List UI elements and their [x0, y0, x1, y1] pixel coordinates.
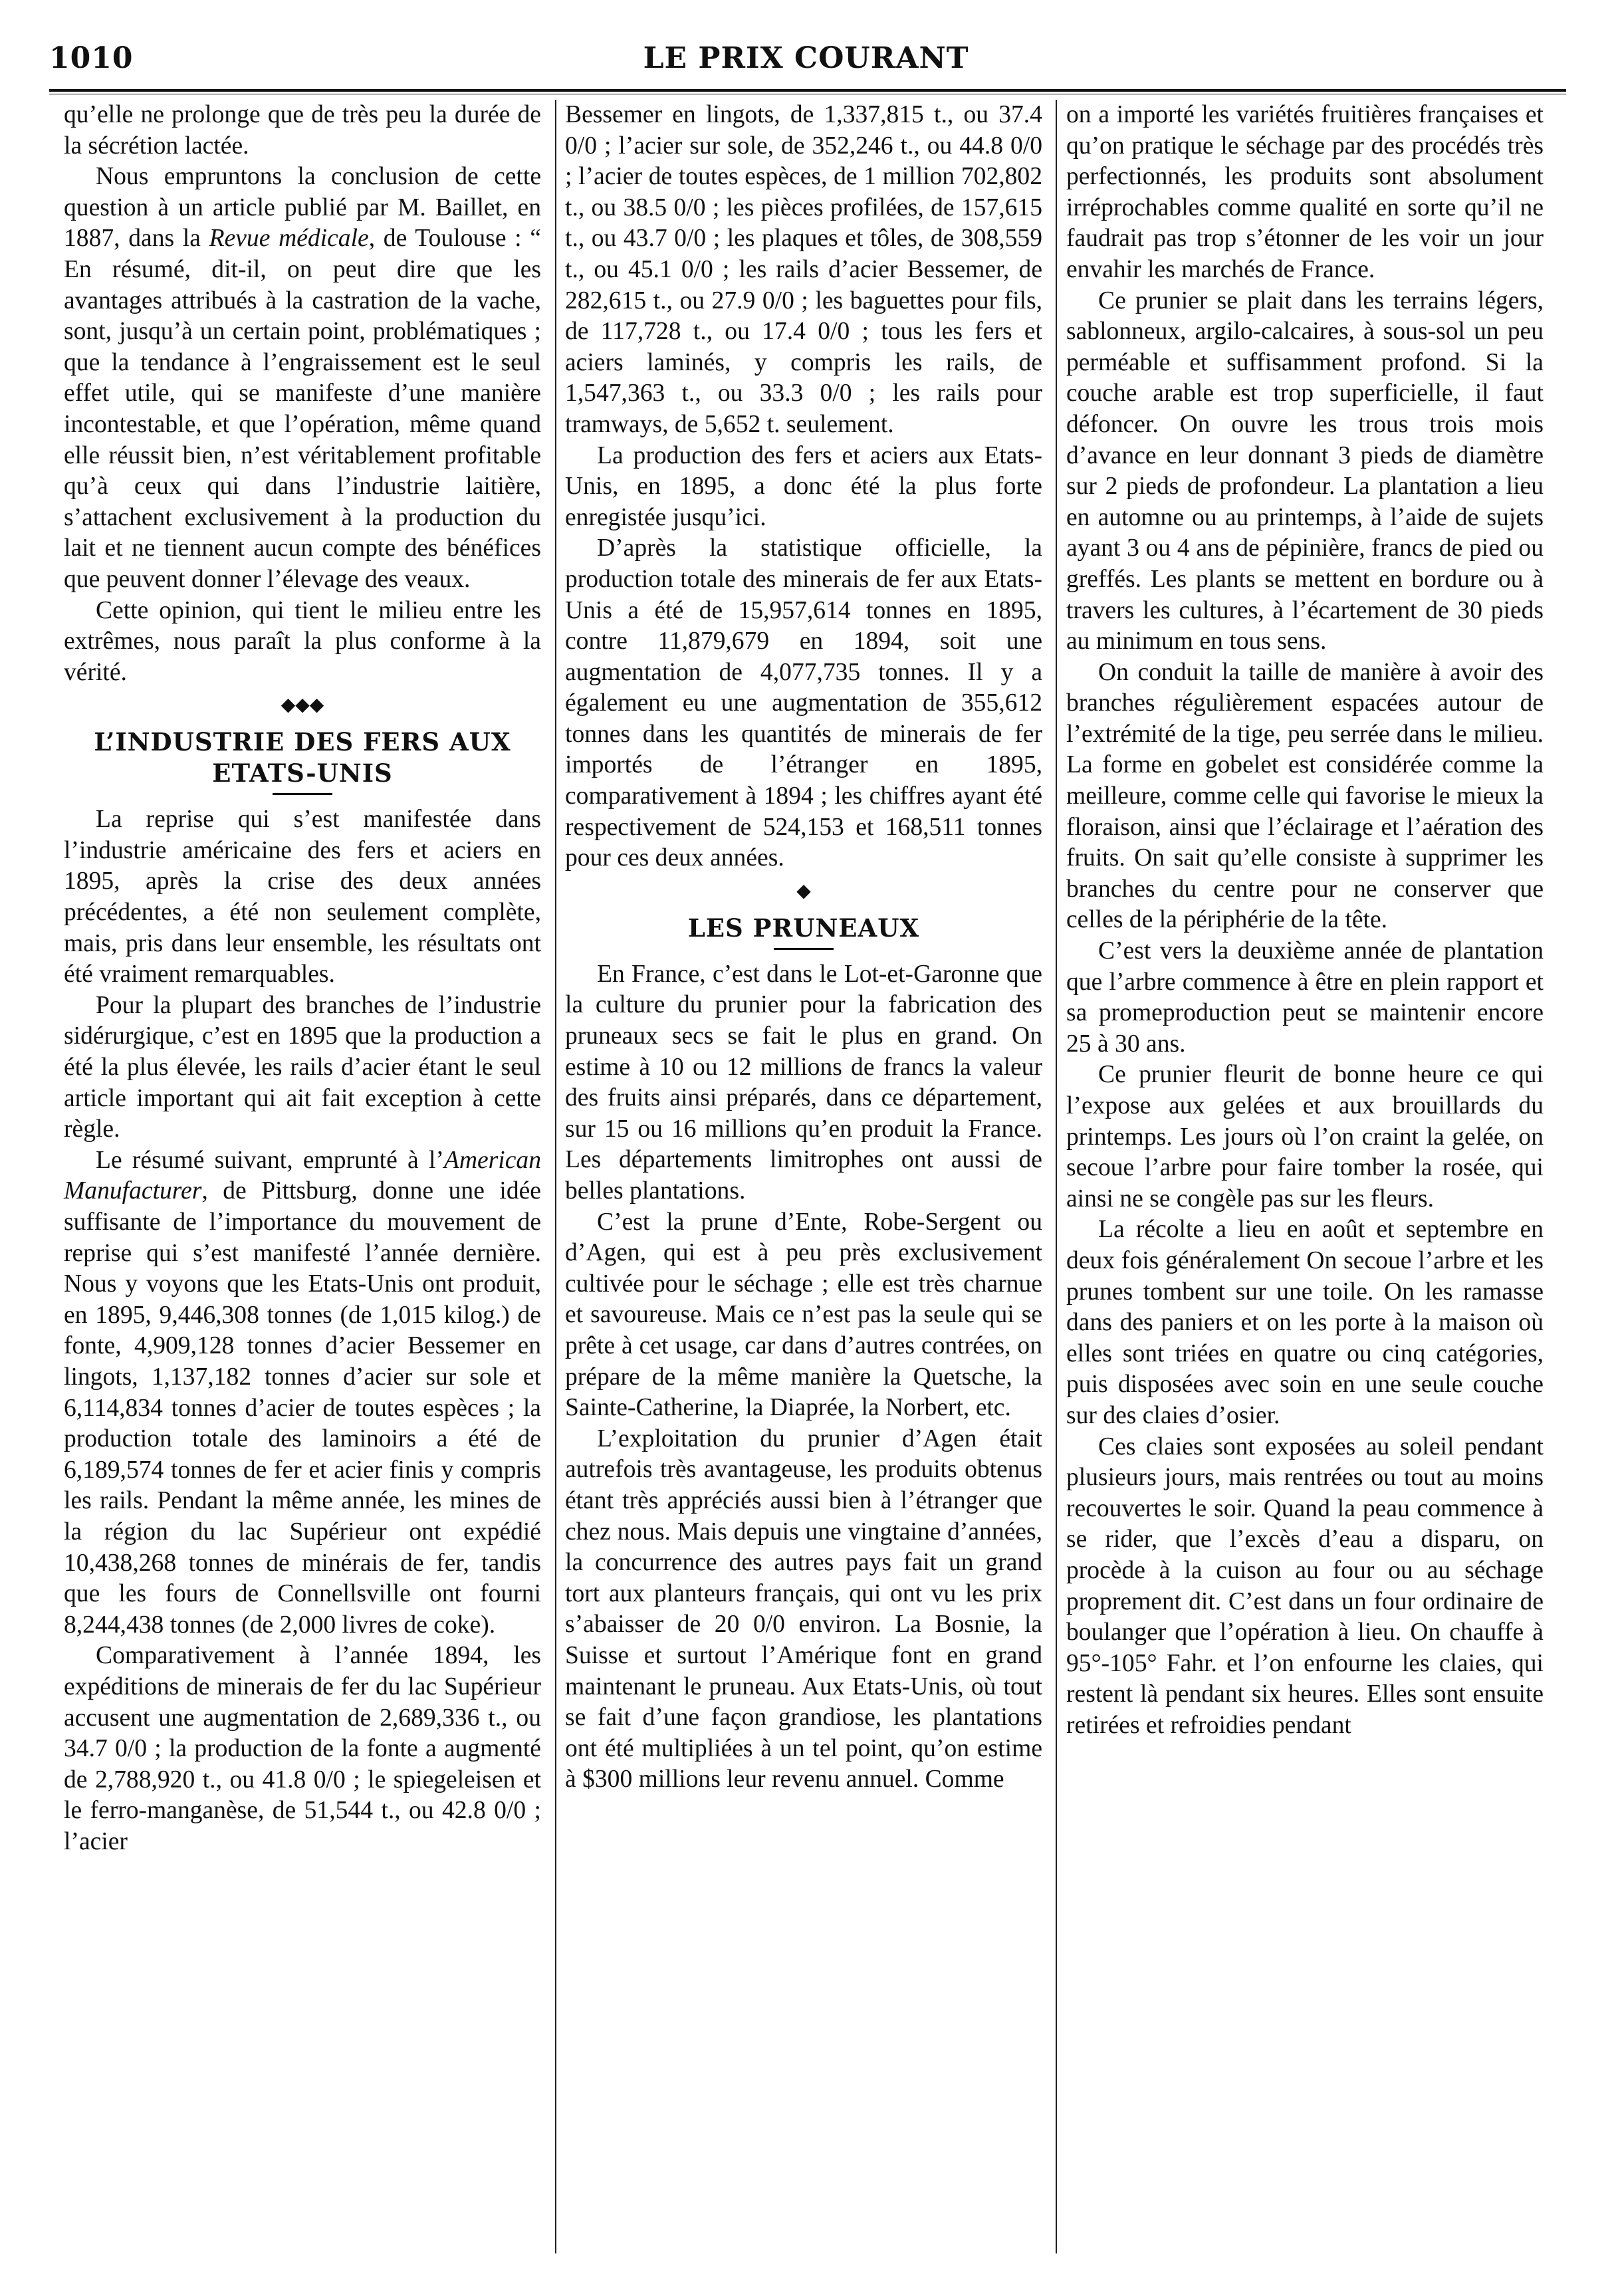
column-2 — [565, 100, 1042, 1795]
paragraph: En France, c’est dans le Lot-et-Garonne que la culture du prunier pour la fabrication des pruneaux secs se fait le plus en grand. On estime à 10 ou 12 millions de francs la valeur des fruits ainsi préparés, dans ce département, sur 15 ou 16 millions qu’en produit la France. Les départements limitrophes ont aussi de belles plantations. — [565, 960, 1042, 1205]
paragraph: Comparativement à l’année 1894, les expéditions de minerais de fer du lac Supérieur accusent une augmentation de 2,689,336 t., ou 34.7 0/0 ; la production de la fonte a augmenté de 2,788,920 t., ou 41.8 0/0 ; le spiegeleisen et le ferro-manganèse, de 51,544 t., ou 42.8 0/0 ; l’acier — [64, 1642, 541, 1855]
column-divider — [555, 100, 556, 2253]
journal-name: American Manufacturer — [64, 1146, 541, 1205]
paragraph: Le résumé suivant, emprunté à l’American Manufacturer, de Pittsburg, donne une idée suffisante de l’importance du mouvement de reprise qui s’est manifesté l’année dernière. Nous y voyons que les Etats-Unis ont produit, en 1895, 9,446,308 tonnes (de 1,015 kilog.) de fonte, 4,909,128 tonnes d’acier Bessemer en lingots, 1,137,182 tonnes d’acier sur sole et 6,114,834 tonnes d’acier de toutes espèces ; la production totale des laminoirs a été de 6,189,574 tonnes de fer et acier finis y compris les rails. Pendant la même année, les mines de la région du lac Supérieur ont expédié 10,438,268 tonnes de minérais de fer, tandis que les fours de Connellsville ont fourni 8,244,438 tonnes (de 2,000 livres de coke). — [64, 1146, 541, 1639]
paragraph: La récolte a lieu en août et septembre en deux fois généralement On secoue l’arbre et les prunes tombent sur une toile. On les ramasse dans des paniers et on les porte à la maison où elles sont triées en quatre ou cinq catégories, puis disposées avec soin en une seule couche sur des claies d’osier. — [1066, 1216, 1544, 1429]
paragraph: Ce prunier se plait dans les terrains légers, sablonneux, argilo-calcaires, à sous-sol un peu perméable et suffisamment profond. Si la couche arable est trop superficielle, il faut défoncer. On ouvre les trous trois mois d’avance en leur donnant 3 pieds de diamètre sur 2 pieds de profondeur. La plantation a lieu en automne ou au printemps, à l’aide de sujets ayant 3 ou 4 ans de pépinière, francs de pied ou greffés. Les plants se mettent en bordure ou à travers les cultures, à l’écartement de 30 pieds au minimum en tous sens. — [1066, 287, 1544, 655]
paragraph: Nous empruntons la conclusion de cette question à un article publié par M. Baillet, en 1887, dans la Revue médicale, de Toulouse : “ En résumé, dit-il, on peut dire que les avantages attribués à la castration de la vache, sont, jusqu’à un certain point, problématiques ; que la tendance à l’engraissement est le seul effet utile, qui se manifeste d’une manière incontestable, et que l’opération, même quand elle réussit bien, n’est véritablement profitable qu’à ceux qui dans l’industrie laitière, s’attachent exclusivement à la production du lait et ne tiennent aucun compte des bénéfices que peuvent donner l’élevage des veaux. — [64, 163, 541, 593]
header-rule — [49, 89, 1566, 92]
column-3 — [1066, 100, 1544, 1741]
column-divider — [1056, 100, 1057, 2253]
paragraph: D’après la statistique officielle, la production totale des minerais de fer aux Etats-Unis a été de 15,957,614 tonnes en 1895, contre 11,879,679 en 1894, soit une augmentation de 4,077,735 tonnes. Il y a également eu une augmentation de 355,612 tonnes dans les quantités de minerais de fer importés de l’étranger en 1895, comparativement à 1894 ; les chiffres ayant été respectivement de 524,153 et 168,511 tonnes pour ces deux années. — [565, 534, 1042, 872]
section-heading: L’INDUSTRIE DES FERS AUX ETATS-UNIS — [94, 727, 511, 788]
heading-rule — [774, 948, 834, 950]
paragraph: La production des fers et aciers aux Etats-Unis, en 1895, a donc été la plus forte enregistée jusqu’ici. — [565, 441, 1042, 531]
paragraph: Ce prunier fleurit de bonne heure ce qui l’expose aux gelées et aux brouillards du printemps. Les jours où l’on craint la gelée, on secoue l’arbre pour faire tomber la rosée, qui ainsi ne se congèle pas sur les fleurs. — [1066, 1061, 1544, 1212]
paragraph: C’est la prune d’Ente, Robe-Sergent ou d’Agen, qui est à peu près exclusivement cultivée pour le séchage ; elle est très charnue et savoureuse. Mais ce n’est pas la seule qui se prête à cet usage, car dans d’autres contrées, on prépare de la même manière la Quetsche, la Sainte-Catherine, la Diaprée, la Norbert, etc. — [565, 1208, 1042, 1422]
page-number: 1010 — [49, 41, 134, 75]
paragraph: L’exploitation du prunier d’Agen était autrefois très avantageuse, les produits obtenus étant très appréciés aussi bien à l’étranger que chez nous. Mais depuis une vingtaine d’années, la concurrence des autres pays fait un grand tort aux planteurs français, qui ont vu les prix s’abaisser de 20 0/0 environ. La Bosnie, la Suisse et surtout l’Amérique font en grand maintenant le pruneau. Aux Etats-Unis, où tout se fait d’une façon grandiose, les plantations ont été multipliées à un tel point, qu’on estime à $300 millions leur revenu annuel. Comme — [565, 1425, 1042, 1793]
paragraph: on a importé les variétés fruitières françaises et qu’on pratique le séchage par des procédés très perfectionnés, les produits sont absolument irréprochables comme qualité en sorte qu’il ne faudrait pas trop s’étonner de les voir un jour envahir les marchés de France. — [1066, 101, 1544, 283]
section-ornament: ◆◆◆ — [281, 695, 324, 716]
journal-name: Revue médicale — [209, 225, 369, 253]
paragraph: Ces claies sont exposées au soleil pendant plusieurs jours, mais rentrées ou tout au moins recouvertes le soir. Quand la peau commence à se rider, que l’excès d’eau a disparu, on procède à la cuison au four ou au séchage proprement dit. C’est dans un four ordinaire de boulanger que l’opération à lieu. On chauffe à 95°-105° Fahr. et l’on enfourne les claies, qui restent là pendant six heures. Elles sont ensuite retirées et refroidies pendant — [1066, 1433, 1544, 1739]
paragraph: C’est vers la deuxième année de plantation que l’arbre commence à être en plein rapport et sa promeproduction peut se maintenir encore 25 à 30 ans. — [1066, 937, 1544, 1058]
section-ornament: ◆ — [796, 880, 811, 901]
paragraph: Bessemer en lingots, de 1,337,815 t., ou 37.4 0/0 ; l’acier sur sole, de 352,246 t., ou 44.8 0/0 ; l’acier de toutes espèces, de 1 million 702,802 t., ou 38.5 0/0 ; les pièces profilées, de 157,615 t., ou 43.7 0/0 ; les plaques et tôles, de 308,559 t., ou 45.1 0/0 ; les rails d’acier Bessemer, de 282,615 t., ou 27.9 0/0 ; les baguettes pour fils, de 117,728 t., ou 17.4 0/0 ; tous les fers et aciers laminés, y compris les rails, de 1,547,363 t., ou 33.3 0/0 ; les rails pour tramways, de 5,652 t. seulement. — [565, 101, 1042, 438]
paragraph: La reprise qui s’est manifestée dans l’industrie américaine des fers et aciers en 1895, après la crise des deux années précédentes, a été non seulement complète, mais, pris dans leur ensemble, les résultats ont été vraiment remarquables. — [64, 806, 541, 988]
paragraph: Cette opinion, qui tient le milieu entre les extrêmes, nous paraît la plus conforme à la vérité. — [64, 596, 541, 686]
paragraph: Pour la plupart des branches de l’industrie sidérurgique, c’est en 1895 que la production a été la plus élevée, les rails d’acier étant le seul article important qui ait fait exception à cette règle. — [64, 991, 541, 1143]
column-1 — [64, 100, 541, 1857]
paragraph: On conduit la taille de manière à avoir des branches régulièrement espacées autour de l’extrémité de la tige, peu serrée dans le milieu. La forme en gobelet est considérée comme la meilleure, comme celle qui favorise le mieux la floraison, ainsi que l’éclairage et l’aération des fruits. On sait qu’elle consiste à supprimer les branches du centre pour ne conserver que celles de la périphérie de la tête. — [1066, 658, 1544, 934]
paragraph: qu’elle ne prolonge que de très peu la durée de la sécrétion lactée. — [64, 101, 541, 160]
heading-rule — [273, 793, 332, 795]
journal-title: LE PRIX COURANT — [643, 41, 969, 75]
section-heading: LES PRUNEAUX — [687, 913, 920, 943]
